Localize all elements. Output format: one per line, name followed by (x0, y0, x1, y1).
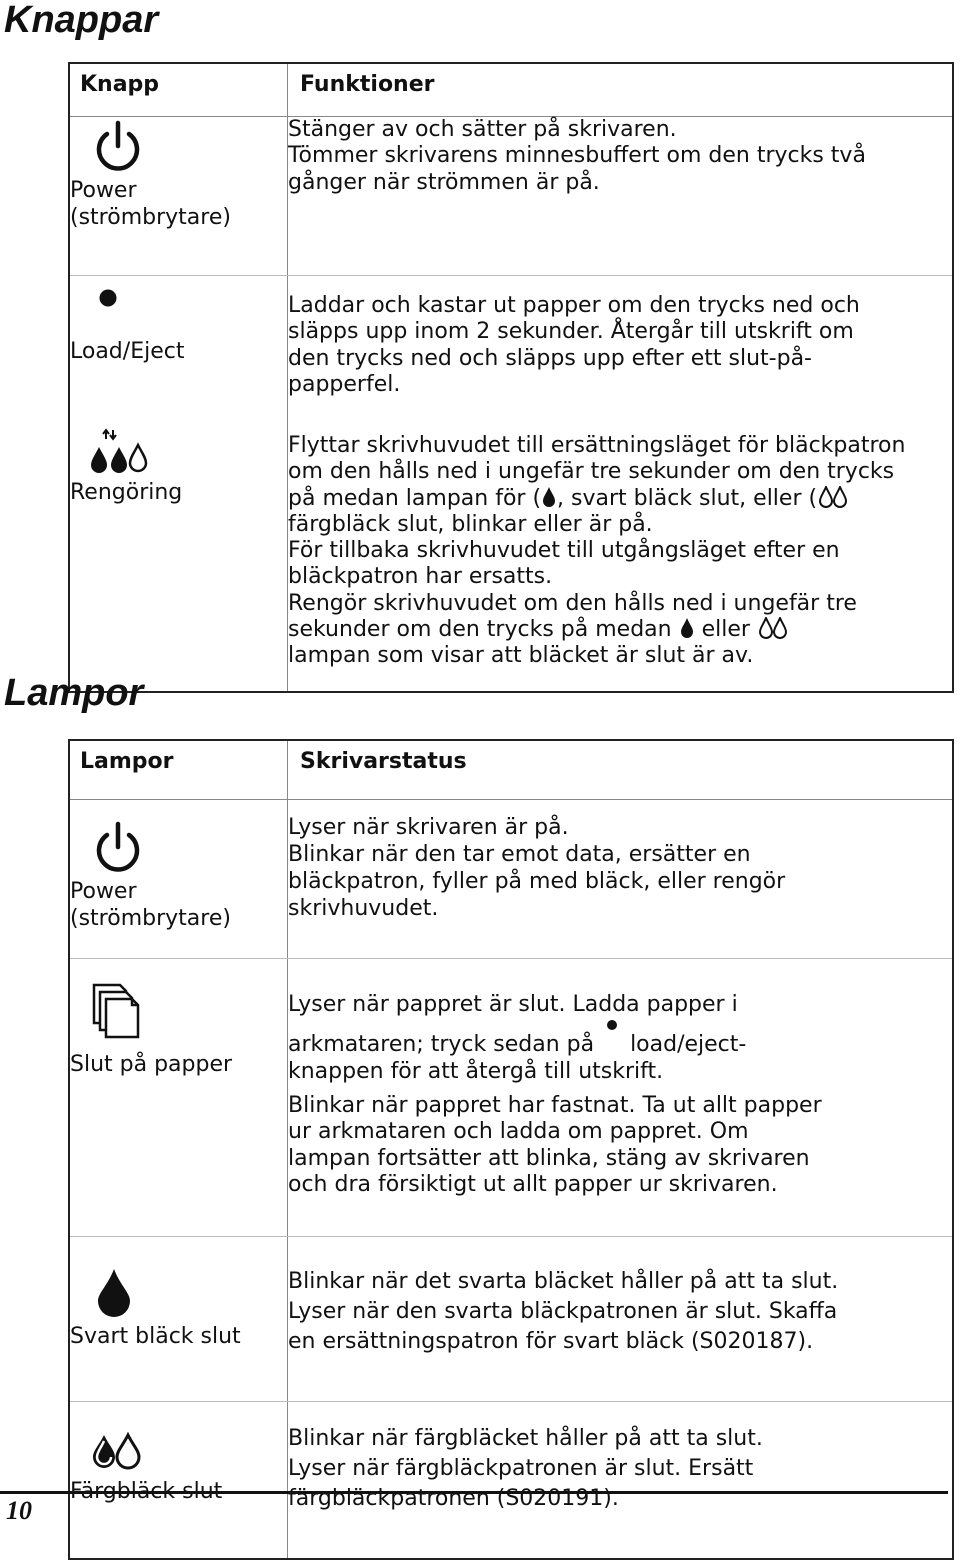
buttons-table (68, 62, 954, 693)
cleaning-icon (86, 427, 156, 477)
column-header-printer-status: Skrivarstatus (288, 740, 954, 800)
section-title-buttons: Knappar (4, 0, 159, 41)
load-eject-dot-icon (96, 288, 136, 328)
table-row (69, 1237, 953, 1402)
paper-out-icon (90, 979, 150, 1041)
column-header-lamps: Lampor (69, 740, 288, 800)
color-ink-drops-icon (90, 1432, 160, 1472)
lamp-label-paper-out: Slut på papper (70, 1052, 233, 1077)
function-text: Laddar och kastar ut papper om den trycks ned och släpps upp inom 2 sekunder. Återgår till utskrift om den trycks ned och släpps upp efter ett slut-på- papperfel. (288, 293, 860, 397)
function-text-part: , svart bläck slut, eller ( (557, 485, 818, 511)
black-ink-drop-icon (94, 1267, 144, 1319)
black-ink-drop-icon (679, 617, 695, 639)
function-text-part: Flyttar skrivhuvudet till ersättningsläget för bläckpatron om den hålls ned i ungefär tre sekunder om den trycks på medan lampan för ( (288, 433, 906, 511)
black-ink-drop-icon (541, 486, 557, 508)
lamp-label-color-ink-out: Färgbläck slut (70, 1479, 223, 1504)
table-row (69, 959, 953, 1237)
status-description (288, 1402, 954, 1560)
color-ink-drops-icon (757, 617, 789, 639)
footer-rule (0, 1491, 948, 1494)
function-description (288, 276, 954, 418)
table-row (69, 276, 953, 418)
color-ink-drops-icon (817, 486, 849, 508)
function-text: För tillbaka skrivhuvudet till utgångsläget efter en bläckpatron har ersatts. (288, 538, 840, 590)
lamp-label-power: Power (strömbrytare) (70, 879, 231, 931)
status-text-part: load/eject- knappen för att återgå till utskrift. (288, 1031, 747, 1084)
lamp-label-black-ink-out: Svart bläck slut (70, 1324, 241, 1349)
function-text-part: Rengör skrivhuvudet om den hålls ned i ungefär tre sekunder om den trycks på medan (288, 590, 857, 643)
lamp-cell-black-ink-out (69, 1237, 288, 1402)
table-row (69, 117, 953, 276)
status-text: Lyser när skrivaren är på. Blinkar när den tar emot data, ersätter en bläckpatron, fyller på med bläck, eller rengör skrivhuvudet. (288, 815, 786, 921)
lamps-table (68, 739, 954, 1560)
column-header-button: Knapp (69, 63, 288, 117)
function-text (288, 433, 952, 538)
status-text: Blinkar när färgbläcket håller på att ta slut. Lyser när färgbläckpatronen är slut. Ersätt färgbläckpatronen (S020191). (288, 1426, 763, 1511)
column-header-functions: Funktioner (288, 63, 954, 117)
status-description (288, 1237, 954, 1402)
table-header-row (69, 63, 953, 117)
power-icon (88, 818, 148, 878)
button-label-load-eject: Load/Eject (70, 339, 185, 364)
function-description (288, 417, 954, 692)
status-text (288, 991, 952, 1086)
table-row (69, 417, 953, 692)
load-eject-dot-icon (601, 1019, 623, 1045)
status-text: Blinkar när det svarta bläcket håller på att ta slut. Lyser när den svarta bläckpatronen är slut. Skaffa en ersättningspatron för svart bläck (S020187). (288, 1269, 839, 1354)
function-text-part: eller (694, 617, 757, 643)
button-cell-load-eject (69, 276, 288, 418)
function-text-part: lampan som visar att bläcket är slut är av. (288, 643, 754, 669)
button-label-cleaning: Rengöring (70, 480, 183, 505)
button-label-power: Power (strömbrytare) (70, 178, 231, 230)
lamp-cell-paper-out (69, 959, 288, 1237)
function-text: Stänger av och sätter på skrivaren. Tömmer skrivarens minnesbuffert om den trycks två gånger när strömmen är på. (288, 117, 866, 195)
page-number: 10 (6, 1496, 32, 1525)
status-text: Blinkar när pappret har fastnat. Ta ut allt papper ur arkmataren och ladda om pappret. Om lampan fortsätter att blinka, stäng av skrivaren och dra försiktigt ut allt papper ur skrivaren. (288, 1092, 822, 1197)
function-text-part: färgbläck slut, blinkar eller är på. (288, 511, 653, 537)
table-row (69, 1402, 953, 1560)
function-description (288, 117, 954, 276)
button-cell-power (69, 117, 288, 276)
table-row (69, 800, 953, 959)
button-cell-cleaning (69, 417, 288, 692)
status-description (288, 959, 954, 1237)
status-description (288, 800, 954, 959)
status-text-part: Lyser när pappret är slut. Ladda papper i arkmataren; tryck sedan på (288, 992, 738, 1057)
table-header-row (69, 740, 953, 800)
function-text (288, 591, 952, 670)
section-title-lamps: Lampor (4, 672, 144, 714)
lamp-cell-color-ink-out (69, 1402, 288, 1560)
power-icon (88, 117, 148, 177)
lamp-cell-power (69, 800, 288, 959)
